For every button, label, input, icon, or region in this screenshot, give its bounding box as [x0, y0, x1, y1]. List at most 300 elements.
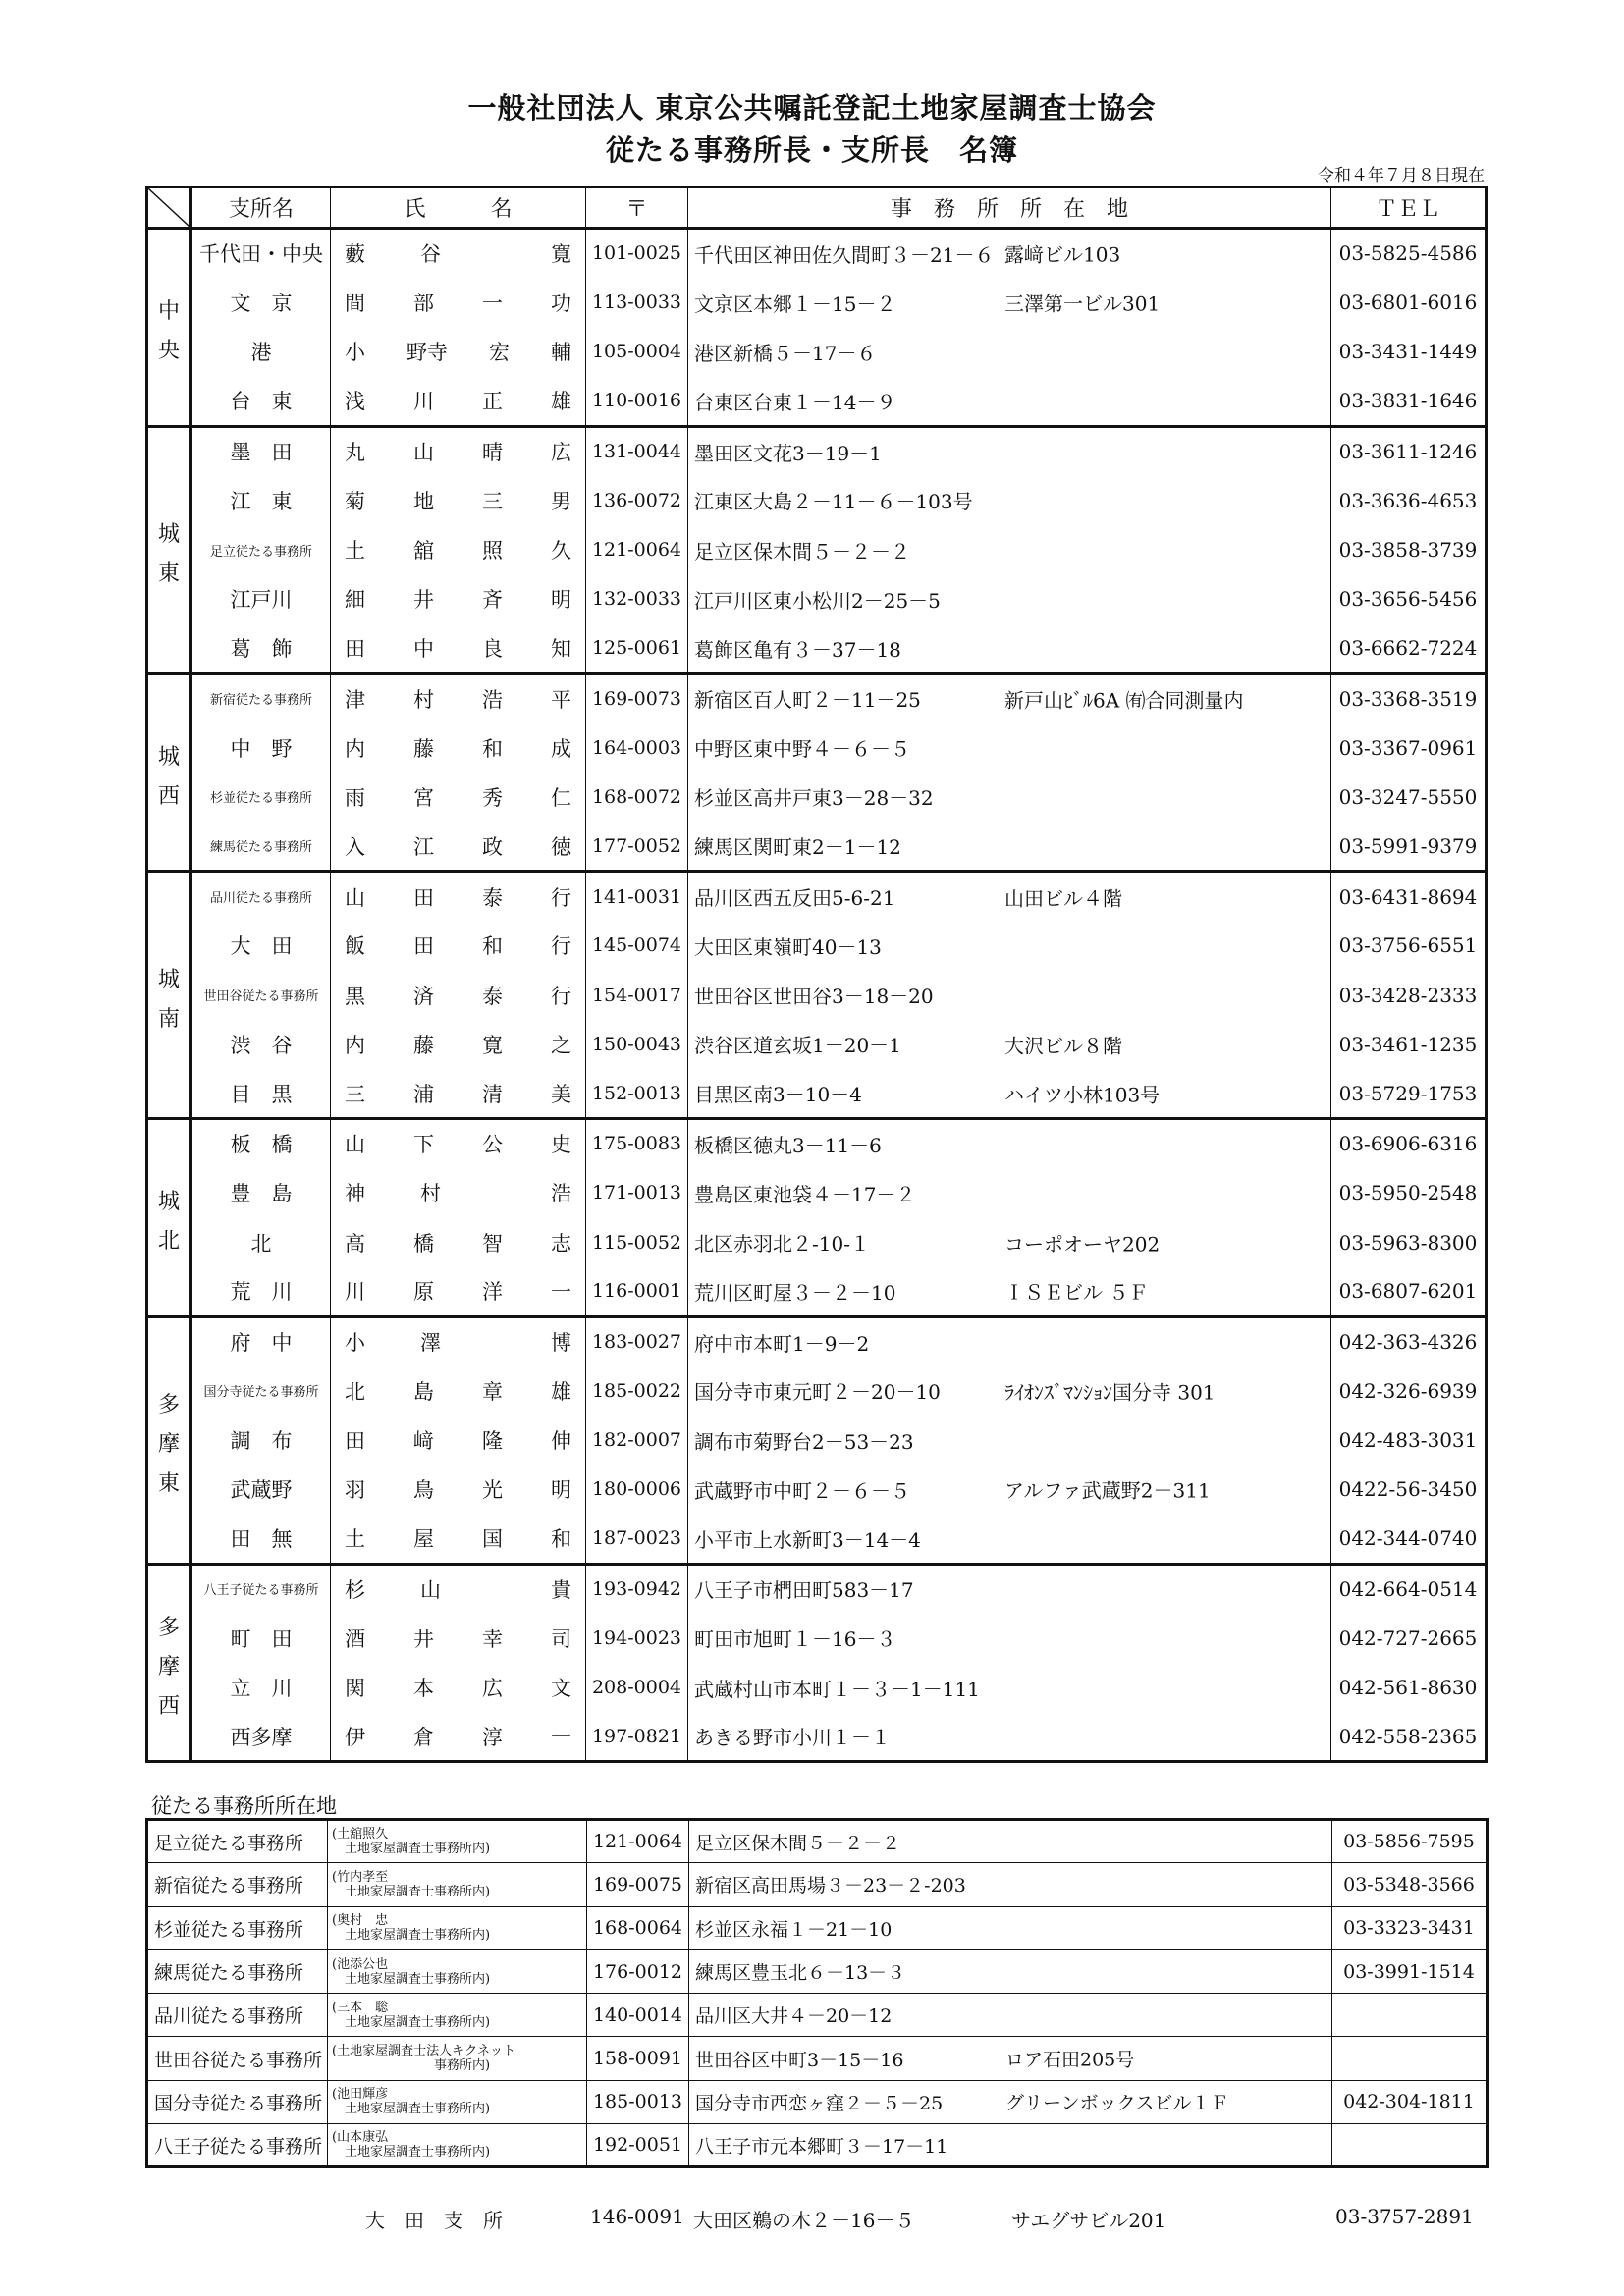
postal-code: 115-0052 [586, 1217, 688, 1266]
address-text: 江戸川区東小松川2－25－5 [694, 588, 941, 613]
secondary-address-text: 足立区保木間５－２－２ [695, 1832, 901, 1854]
address-text: 千代田区神田佐久間町３－21－６ [694, 242, 995, 267]
name-char: 神 [345, 1182, 365, 1206]
region-label-char: 多 [157, 1393, 180, 1418]
secondary-row [147, 1863, 1488, 1906]
note-line-2: 土地家屋調査士事務所内) [332, 1928, 491, 1944]
secondary-phone: 03-5348-3566 [1332, 1863, 1488, 1906]
member-name-chars [331, 1474, 585, 1504]
postal-code: 145-0074 [586, 921, 688, 970]
postal-code: 131-0044 [586, 426, 688, 475]
postal-code: 113-0033 [586, 278, 688, 327]
branch-name: 武蔵野 [191, 1465, 331, 1514]
address-text: 中野区東中野４－６－５ [694, 737, 910, 762]
building-name: 三澤第一ビル301 [1004, 292, 1161, 316]
phone-number: 042-363-4326 [1331, 1316, 1487, 1365]
name-char: 雄 [551, 1379, 571, 1404]
name-char: 男 [551, 489, 571, 513]
table-row [147, 1168, 1487, 1217]
member-name [331, 1515, 586, 1564]
name-char: 広 [482, 1677, 503, 1701]
name-char: 藪 [345, 242, 365, 267]
name-char: 山 [345, 885, 365, 910]
table-row [147, 921, 1487, 970]
member-name [331, 1168, 586, 1217]
branch-name: 荒 川 [191, 1267, 331, 1316]
building-name: 新戸山ﾋﾞﾙ6A ㈲合同測量内 [1004, 688, 1244, 713]
name-char: 之 [551, 1033, 571, 1057]
member-name-chars [331, 437, 585, 466]
member-name-chars [331, 1327, 585, 1357]
member-name-chars [331, 931, 585, 960]
office-address [688, 1267, 1331, 1316]
phone-number: 03-6801-6016 [1331, 278, 1487, 327]
region-label-char: 央 [157, 339, 180, 364]
name-char: 久 [551, 539, 571, 563]
header-row [147, 187, 1487, 229]
name-char: 雄 [551, 390, 571, 414]
address-text: 八王子市椚田町583－17 [694, 1578, 914, 1603]
address-text: 葛飾区亀有３－37－18 [694, 637, 901, 662]
member-name-chars [331, 1030, 585, 1059]
name-char: 章 [482, 1379, 503, 1404]
member-name [331, 426, 586, 475]
address-text: 江東区大島２－11－６－103号 [694, 490, 973, 514]
member-name [331, 673, 586, 722]
name-char: 宮 [413, 785, 434, 810]
secondary-office-name: 世田谷従たる事務所 [147, 2037, 328, 2080]
address-text: 杉並区高井戸東3－28－32 [694, 786, 934, 811]
name-char: 鳥 [413, 1478, 434, 1503]
footer-address: 大田区鵜の木２－16－５ [693, 2209, 915, 2232]
postal-code: 194-0023 [586, 1613, 688, 1662]
office-address [688, 574, 1331, 623]
postal-code: 185-0022 [586, 1365, 688, 1415]
secondary-phone: 03-3991-1514 [1332, 1949, 1488, 1993]
name-char: 宏 [489, 341, 510, 365]
building-name: 大沢ビル８階 [1004, 1034, 1122, 1058]
name-char: 舘 [413, 539, 434, 563]
name-char: 井 [413, 1627, 434, 1651]
region-label [147, 1564, 191, 1762]
name-char: 橋 [413, 1231, 434, 1255]
secondary-office-note [328, 2037, 587, 2080]
branch-name: 豊 島 [191, 1168, 331, 1217]
secondary-row [147, 1820, 1488, 1863]
phone-number: 03-5963-8300 [1331, 1217, 1487, 1266]
secondary-office-note [328, 1820, 587, 1863]
phone-number: 03-6431-8694 [1331, 872, 1487, 921]
name-char: 酒 [345, 1627, 365, 1651]
name-char: 功 [551, 292, 571, 316]
branch-name: 大 田 [191, 921, 331, 970]
address-text: 新宿区百人町２－11－25 [694, 688, 921, 713]
name-char: 志 [551, 1231, 571, 1255]
address-text: 板橋区徳丸3－11－6 [694, 1133, 882, 1157]
secondary-row [147, 2124, 1488, 2167]
postal-code: 110-0016 [586, 377, 688, 426]
phone-number: 03-3367-0961 [1331, 722, 1487, 772]
office-address [688, 229, 1331, 278]
secondary-office-note [328, 1949, 587, 1993]
member-name [331, 1365, 586, 1415]
region-label-char: 東 [157, 1471, 180, 1497]
secondary-address-text: 杉並区永福１－21－10 [695, 1918, 893, 1941]
office-address [688, 278, 1331, 327]
secondary-address-text: 品川区大井４－20－12 [695, 2005, 893, 2028]
name-char: 一 [482, 292, 503, 316]
name-char: 江 [413, 834, 434, 859]
postal-code: 136-0072 [586, 475, 688, 524]
secondary-postal-code: 168-0064 [587, 1906, 689, 1949]
name-char: 和 [551, 1527, 571, 1552]
region-label [147, 1316, 191, 1564]
name-char: 倉 [413, 1725, 434, 1749]
phone-number: 042-344-0740 [1331, 1515, 1487, 1564]
header-branch: 支所名 [191, 187, 331, 229]
member-name-chars [331, 1673, 585, 1702]
name-char: 美 [551, 1082, 571, 1106]
note-line-2: 土地家屋調査士事務所内) [332, 2145, 491, 2161]
name-char: 羽 [345, 1478, 365, 1503]
name-char: 田 [413, 885, 434, 910]
phone-number: 03-5991-9379 [1331, 822, 1487, 871]
office-address [688, 722, 1331, 772]
name-char: 政 [482, 834, 503, 859]
name-char: 三 [345, 1082, 365, 1106]
office-address [688, 872, 1331, 921]
phone-number: 0422-56-3450 [1331, 1465, 1487, 1514]
name-char: 国 [482, 1527, 503, 1552]
region-label-char: 城 [157, 744, 180, 770]
name-char: 地 [413, 489, 434, 513]
as-of-date: 令和４年７月８日現在 [1318, 166, 1485, 186]
office-address [688, 773, 1331, 822]
office-address [688, 525, 1331, 574]
branch-name: 新宿従たる事務所 [191, 673, 331, 722]
region-label [147, 1119, 191, 1317]
document-subtitle: 従たる事務所長・支所長 名簿 [605, 133, 1018, 167]
phone-number: 03-6906-6316 [1331, 1119, 1487, 1168]
region-label-char: 北 [157, 1229, 180, 1255]
name-char: 部 [413, 292, 434, 316]
secondary-postal-code: 192-0051 [587, 2124, 689, 2167]
address-text: 足立区保木間５－２－２ [694, 539, 910, 563]
address-text: 調布市菊野台2－53－23 [694, 1429, 914, 1454]
table-row [147, 525, 1487, 574]
name-char: 史 [551, 1133, 571, 1157]
member-name-chars [331, 782, 585, 812]
office-address [688, 1020, 1331, 1069]
phone-number: 03-5950-2548 [1331, 1168, 1487, 1217]
name-char: 三 [482, 489, 503, 513]
phone-number: 03-3858-3739 [1331, 525, 1487, 574]
office-address [688, 327, 1331, 376]
name-char: 司 [551, 1627, 571, 1651]
branch-name: 葛 飾 [191, 624, 331, 673]
name-char: 原 [413, 1280, 434, 1305]
phone-number: 042-561-8630 [1331, 1663, 1487, 1712]
note-line-1: (山本康弘 [332, 2130, 389, 2146]
secondary-offices-table [145, 1818, 1489, 2168]
secondary-postal-code: 169-0075 [587, 1863, 689, 1906]
postal-code: 187-0023 [586, 1515, 688, 1564]
postal-code: 132-0033 [586, 574, 688, 623]
document-title: 一般社団法人 東京公共嘱託登記土地家屋調査士協会 [467, 91, 1157, 125]
office-address [688, 970, 1331, 1019]
member-name [331, 1069, 586, 1118]
table-row [147, 1267, 1487, 1316]
name-char: 田 [345, 637, 365, 662]
name-char: 細 [345, 588, 365, 613]
name-char: 智 [482, 1231, 503, 1255]
name-char: 野寺 [406, 341, 448, 365]
name-char: 屋 [413, 1527, 434, 1552]
office-address [688, 1217, 1331, 1266]
secondary-address [689, 1863, 1332, 1906]
member-name-chars [331, 386, 585, 415]
region-label-char: 城 [157, 967, 180, 992]
note-line-2: 土地家屋調査士事務所内) [332, 1971, 491, 1987]
member-name-chars [331, 1228, 585, 1257]
secondary-postal-code: 185-0013 [587, 2080, 689, 2123]
member-name [331, 624, 586, 673]
name-char: 成 [551, 736, 571, 761]
member-name-chars [331, 882, 585, 912]
region-label [147, 229, 191, 427]
header-tel: ＴＥＬ [1331, 187, 1487, 229]
postal-code: 105-0004 [586, 327, 688, 376]
office-address [688, 1365, 1331, 1415]
name-char: 谷 [420, 242, 441, 267]
phone-number: 042-326-6939 [1331, 1365, 1487, 1415]
secondary-office-name: 杉並従たる事務所 [147, 1906, 328, 1949]
table-row [147, 1119, 1487, 1168]
secondary-phone: 03-5856-7595 [1332, 1820, 1488, 1863]
header-address: 事 務 所 所 在 地 [688, 187, 1331, 229]
address-text: 渋谷区道玄坂1－20－1 [694, 1034, 901, 1058]
secondary-address [689, 1820, 1332, 1863]
name-char: 明 [551, 588, 571, 613]
postal-code: 180-0006 [586, 1465, 688, 1514]
name-char: 伊 [345, 1725, 365, 1749]
table-row [147, 1663, 1487, 1712]
branch-name: 千代田・中央 [191, 229, 331, 278]
branch-name: 八王子従たる事務所 [191, 1564, 331, 1613]
secondary-office-name: 国分寺従たる事務所 [147, 2080, 328, 2123]
name-char: 田 [345, 1429, 365, 1454]
secondary-row [147, 1906, 1488, 1949]
address-text: 墨田区文花3－19－1 [694, 441, 882, 465]
secondary-row [147, 1994, 1488, 2037]
member-name-chars [331, 1722, 585, 1751]
secondary-address-text: 八王子市元本郷町３－17－11 [695, 2135, 948, 2158]
table-row [147, 1415, 1487, 1465]
name-char: 間 [345, 292, 365, 316]
table-row [147, 1020, 1487, 1069]
office-address [688, 475, 1331, 524]
postal-code: 169-0073 [586, 673, 688, 722]
secondary-address [689, 2037, 1332, 2080]
branch-name: 町 田 [191, 1613, 331, 1662]
name-char: 川 [413, 390, 434, 414]
secondary-phone: 042-304-1811 [1332, 2080, 1488, 2123]
name-char: 広 [551, 441, 571, 464]
postal-code: 125-0061 [586, 624, 688, 673]
note-line-1: (土舘照久 [332, 1827, 389, 1842]
name-char: 清 [482, 1082, 503, 1106]
member-name [331, 229, 586, 278]
footer-building: サエグサビル201 [1011, 2209, 1166, 2232]
table-row [147, 1365, 1487, 1415]
postal-code: 208-0004 [586, 1663, 688, 1712]
member-name-chars [331, 633, 585, 663]
building-name: 山田ビル４階 [1004, 886, 1122, 911]
name-char: 和 [482, 736, 503, 761]
secondary-row [147, 2037, 1488, 2080]
building-name: アルファ武蔵野2－311 [1004, 1478, 1211, 1503]
office-address [688, 921, 1331, 970]
member-name-chars [331, 288, 585, 317]
branch-name: 港 [191, 327, 331, 376]
name-char: 下 [413, 1133, 434, 1157]
header-zip: 〒 [586, 187, 688, 229]
phone-number: 03-3428-2333 [1331, 970, 1487, 1019]
phone-number: 03-3611-1246 [1331, 426, 1487, 475]
office-address [688, 624, 1331, 673]
secondary-row [147, 1949, 1488, 1993]
secondary-phone: 03-3323-3431 [1332, 1906, 1488, 1949]
name-char: 知 [551, 637, 571, 662]
phone-number: 03-3247-5550 [1331, 773, 1487, 822]
name-char: 行 [551, 934, 571, 959]
member-name-chars [331, 1575, 585, 1604]
branch-name: 文 京 [191, 278, 331, 327]
name-char: 山 [345, 1133, 365, 1157]
member-name [331, 1663, 586, 1712]
member-name [331, 1217, 586, 1266]
office-address [688, 822, 1331, 871]
phone-number: 03-6807-6201 [1331, 1267, 1487, 1316]
address-text: 府中市本町1－9－2 [694, 1331, 870, 1356]
name-char: 浅 [345, 390, 365, 414]
name-char: 関 [345, 1677, 365, 1701]
name-char: 北 [345, 1379, 365, 1404]
member-name-chars [331, 1425, 585, 1455]
name-char: 本 [413, 1677, 434, 1701]
name-char: 中 [413, 637, 434, 662]
secondary-office-note [328, 2080, 587, 2123]
name-char: 隆 [482, 1429, 503, 1454]
name-char: 土 [345, 539, 365, 563]
office-address [688, 1415, 1331, 1465]
member-name-chars [331, 831, 585, 861]
header-corner [147, 187, 191, 229]
branch-name: 立 川 [191, 1663, 331, 1712]
member-name-chars [331, 1129, 585, 1158]
phone-number: 03-3756-6551 [1331, 921, 1487, 970]
postal-code: 152-0013 [586, 1069, 688, 1118]
name-char: 﨑 [413, 1429, 434, 1454]
secondary-address [689, 1906, 1332, 1949]
member-name [331, 1020, 586, 1069]
name-char: 貴 [551, 1577, 571, 1602]
directory-table [145, 186, 1488, 1763]
postal-code: 121-0064 [586, 525, 688, 574]
building-name: ﾗｲｵﾝｽﾞﾏﾝｼｮﾝ国分寺 301 [1004, 1380, 1216, 1405]
address-text: 北区赤羽北２-10-１ [694, 1232, 870, 1255]
name-char: 斉 [482, 588, 503, 613]
office-address [688, 1564, 1331, 1613]
branch-name: 府 中 [191, 1316, 331, 1365]
office-address [688, 1613, 1331, 1662]
name-char: 淳 [482, 1725, 503, 1749]
name-char: 正 [482, 390, 503, 414]
name-char: 行 [551, 885, 571, 910]
secondary-office-name: 品川従たる事務所 [147, 1994, 328, 2037]
name-char: 土 [345, 1527, 365, 1552]
postal-code: 193-0942 [586, 1564, 688, 1613]
address-text: 目黒区南3－10－4 [694, 1083, 862, 1107]
footer-tel: 03-3757-2891 [1335, 2205, 1474, 2228]
building-name: ＩＳＥビル ５Ｆ [1004, 1280, 1149, 1305]
name-char: 菊 [345, 489, 365, 513]
note-line-1: (三本 聡 [332, 2000, 389, 2015]
postal-code: 101-0025 [586, 229, 688, 278]
branch-name: 世田谷従たる事務所 [191, 970, 331, 1019]
member-name [331, 872, 586, 921]
region-label-char: 多 [157, 1615, 180, 1640]
address-text: 荒川区町屋３－２－10 [694, 1280, 896, 1305]
member-name-chars [331, 1079, 585, 1108]
branch-name: 江戸川 [191, 574, 331, 623]
member-name [331, 921, 586, 970]
secondary-address [689, 2080, 1332, 2123]
member-name-chars [331, 981, 585, 1010]
name-char: 小 [345, 1331, 365, 1356]
name-char: 文 [551, 1677, 571, 1701]
member-name [331, 1415, 586, 1465]
secondary-building: グリーンボックスビル１Ｆ [1005, 2092, 1229, 2114]
name-char: 藤 [413, 736, 434, 761]
branch-name: 台 東 [191, 377, 331, 426]
office-address [688, 1069, 1331, 1118]
name-char: 寛 [482, 1033, 503, 1057]
secondary-address-text: 世田谷区中町3－15－16 [695, 2049, 904, 2071]
name-char: 村 [413, 687, 434, 712]
region-label-char: 西 [157, 783, 180, 809]
address-text: 国分寺市東元町２－20－10 [694, 1380, 941, 1405]
postal-code: 182-0007 [586, 1415, 688, 1465]
name-char: 飯 [345, 934, 365, 959]
building-name: 露﨑ビル103 [1004, 242, 1121, 267]
building-name: ハイツ小林103号 [1004, 1083, 1161, 1107]
table-row [147, 1217, 1487, 1266]
table-row [147, 229, 1487, 278]
branch-name: 品川従たる事務所 [191, 872, 331, 921]
secondary-office-name: 新宿従たる事務所 [147, 1863, 328, 1906]
table-row [147, 1069, 1487, 1118]
phone-number: 03-5729-1753 [1331, 1069, 1487, 1118]
name-char: 済 [413, 984, 434, 1008]
building-name: コーポオーヤ202 [1004, 1232, 1161, 1255]
name-char: 内 [345, 736, 365, 761]
name-char: 仁 [551, 785, 571, 810]
name-char: 雨 [345, 785, 365, 810]
member-name [331, 1613, 586, 1662]
secondary-office-name: 練馬従たる事務所 [147, 1949, 328, 1993]
secondary-phone [1332, 2037, 1488, 2080]
